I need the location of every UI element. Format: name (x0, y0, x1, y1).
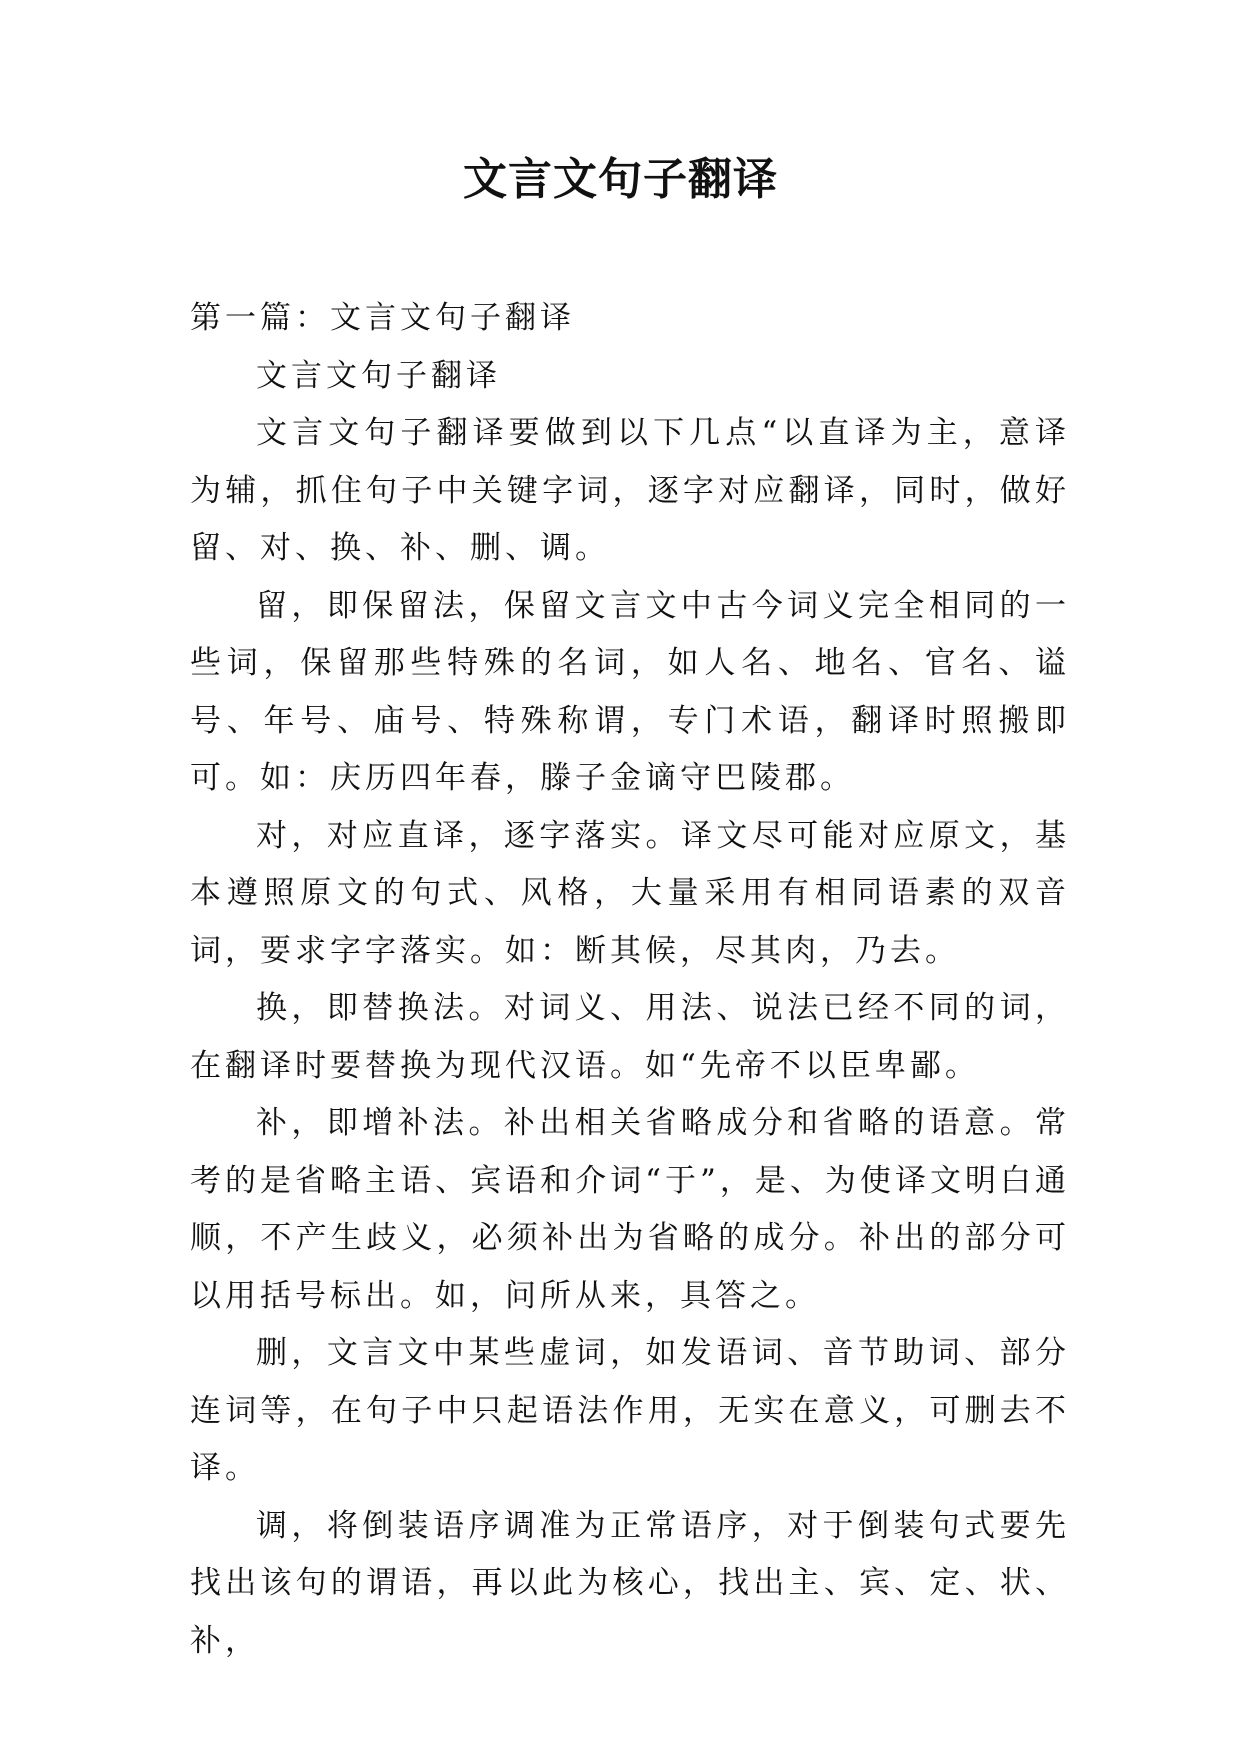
paragraph-intro: 文言文句子翻译要做到以下几点“以直译为主，意译为辅，抓住句子中关键字词，逐字对应翻译，同时，做好留、对、换、补、删、调。 (190, 415, 1070, 566)
paragraph-dui: 对，对应直译，逐字落实。译文尽可能对应原文，基本遵照原文的句式、风格，大量采用有相同语素的双音词，要求字字落实。如：断其候，尽其肉，乃去。 (190, 817, 1070, 969)
document-body (190, 290, 1070, 1670)
paragraph-shan: 删，文言文中某些虚词，如发语词、音节助词、部分连词等，在句子中只起语法作用，无实在意义，可删去不译。 (190, 1335, 1070, 1486)
paragraph-huan: 换，即替换法。对词义、用法、说法已经不同的词，在翻译时要替换为现代汉语。如“先帝不以臣卑鄙。 (190, 990, 1070, 1084)
section-heading: 第一篇：文言文句子翻译 (190, 300, 575, 336)
paragraph-bu: 补，即增补法。补出相关省略成分和省略的语意。常考的是省略主语、宾语和介词“于”，是、为使译文明白通顺，不产生歧义，必须补出为省略的成分。补出的部分可以用括号标出。如，问所从来，具答之。 (190, 1105, 1070, 1314)
sub-heading: 文言文句子翻译 (256, 357, 501, 394)
document-title: 文言文句子翻译 (463, 154, 778, 205)
paragraph-liu: 留，即保留法，保留文言文中古今词义完全相同的一些词，保留那些特殊的名词，如人名、地名、官名、谥号、年号、庙号、特殊称谓，专门术语，翻译时照搬即可。如：庆历四年春，滕子金谪守巴陵郡。 (190, 587, 1070, 796)
paragraph-tiao: 调，将倒装语序调准为正常语序，对于倒装句式要先找出该句的谓语，再以此为核心，找出主、宾、定、状、补， (190, 1507, 1070, 1659)
